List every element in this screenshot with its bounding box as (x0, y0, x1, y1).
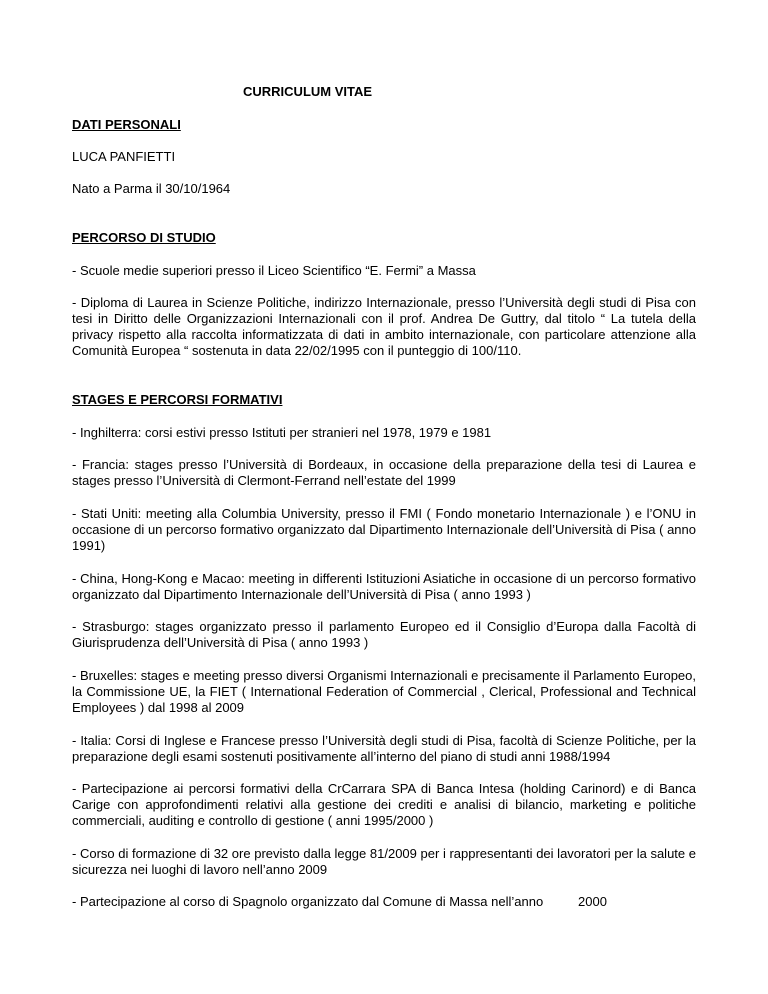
study-item: - Diploma di Laurea in Scienze Politiche, indirizzo Internazionale, presso l’Università degli studi di Pisa con tesi in Diritto delle Organizzazioni Internazionali con il prof. Andrea De Guttry, dal titolo “ La tutela della privacy rispetto alla raccolta informatizzata di dati in ambito internazionale, con particolare attenzione alla Comunità Europea “ sostenuta in data 22/02/1995 con il punteggio di 100/110. (72, 295, 696, 358)
stage-item: - Corso di formazione di 32 ore previsto dalla legge 81/2009 per i rappresentanti dei lavoratori per la salute e sicurezza nei luoghi di lavoro nell’anno 2009 (72, 846, 696, 877)
stage-item: - Strasburgo: stages organizzato presso il parlamento Europeo ed il Consiglio d’Europa dalla Facoltà di Giurisprudenza dell’Università di Pisa ( anno 1993 ) (72, 619, 696, 650)
stage-item-year: 2000 (578, 894, 607, 909)
stage-item: - Partecipazione ai percorsi formativi della CrCarrara SPA di Banca Intesa (holding Carinord) e di Banca Carige con approfondimenti relativi alla gestione dei crediti e analisi di bilancio, marketing e politiche commerciali, auditing e controllo di gestione ( anni 1995/2000 ) (72, 781, 696, 828)
section-heading-studies: PERCORSO DI STUDIO (72, 230, 216, 245)
birth-info: Nato a Parma il 30/10/1964 (72, 181, 231, 196)
stage-item-last (72, 894, 696, 910)
stage-item: - Stati Uniti: meeting alla Columbia University, presso il FMI ( Fondo monetario Internazionale ) e l’ONU in occasione di un percorso formativo organizzato dal Dipartimento Internazionale dell’Università di Pisa ( anno 1991) (72, 506, 696, 553)
section-heading-stages: STAGES E PERCORSI FORMATIVI (72, 392, 283, 407)
stage-item: - Francia: stages presso l’Università di Bordeaux, in occasione della preparazione della tesi di Laurea e stages presso l’Università di Clermont-Ferrand nell’estate del 1999 (72, 457, 696, 488)
stage-item: - Bruxelles: stages e meeting presso diversi Organismi Internazionali e precisamente il Parlamento Europeo, la Commissione UE, la FIET ( International Federation of Commercial , Clerical, Professional and Technical Employees ) dal 1998 al 2009 (72, 668, 696, 715)
stage-item: - Italia: Corsi di Inglese e Francese presso l’Università degli studi di Pisa, facoltà di Scienze Politiche, per la preparazione degli esami sostenuti positivamente all’interno del piano di studi anni 1988/1994 (72, 733, 696, 764)
stage-item: - China, Hong-Kong e Macao: meeting in differenti Istituzioni Asiatiche in occasione di un percorso formativo organizzato dal Dipartimento Internazionale dell’Università di Pisa ( anno 1993 ) (72, 571, 696, 602)
stage-item: - Inghilterra: corsi estivi presso Istituti per stranieri nel 1978, 1979 e 1981 (72, 425, 492, 440)
section-heading-personal: DATI PERSONALI (72, 117, 181, 132)
person-name: LUCA PANFIETTI (72, 149, 176, 164)
study-item: - Scuole medie superiori presso il Liceo Scientifico “E. Fermi” a Massa (72, 263, 476, 278)
stage-item-text: - Partecipazione al corso di Spagnolo organizzato dal Comune di Massa nell’anno (72, 894, 544, 909)
document-title: CURRICULUM VITAE (243, 84, 373, 99)
